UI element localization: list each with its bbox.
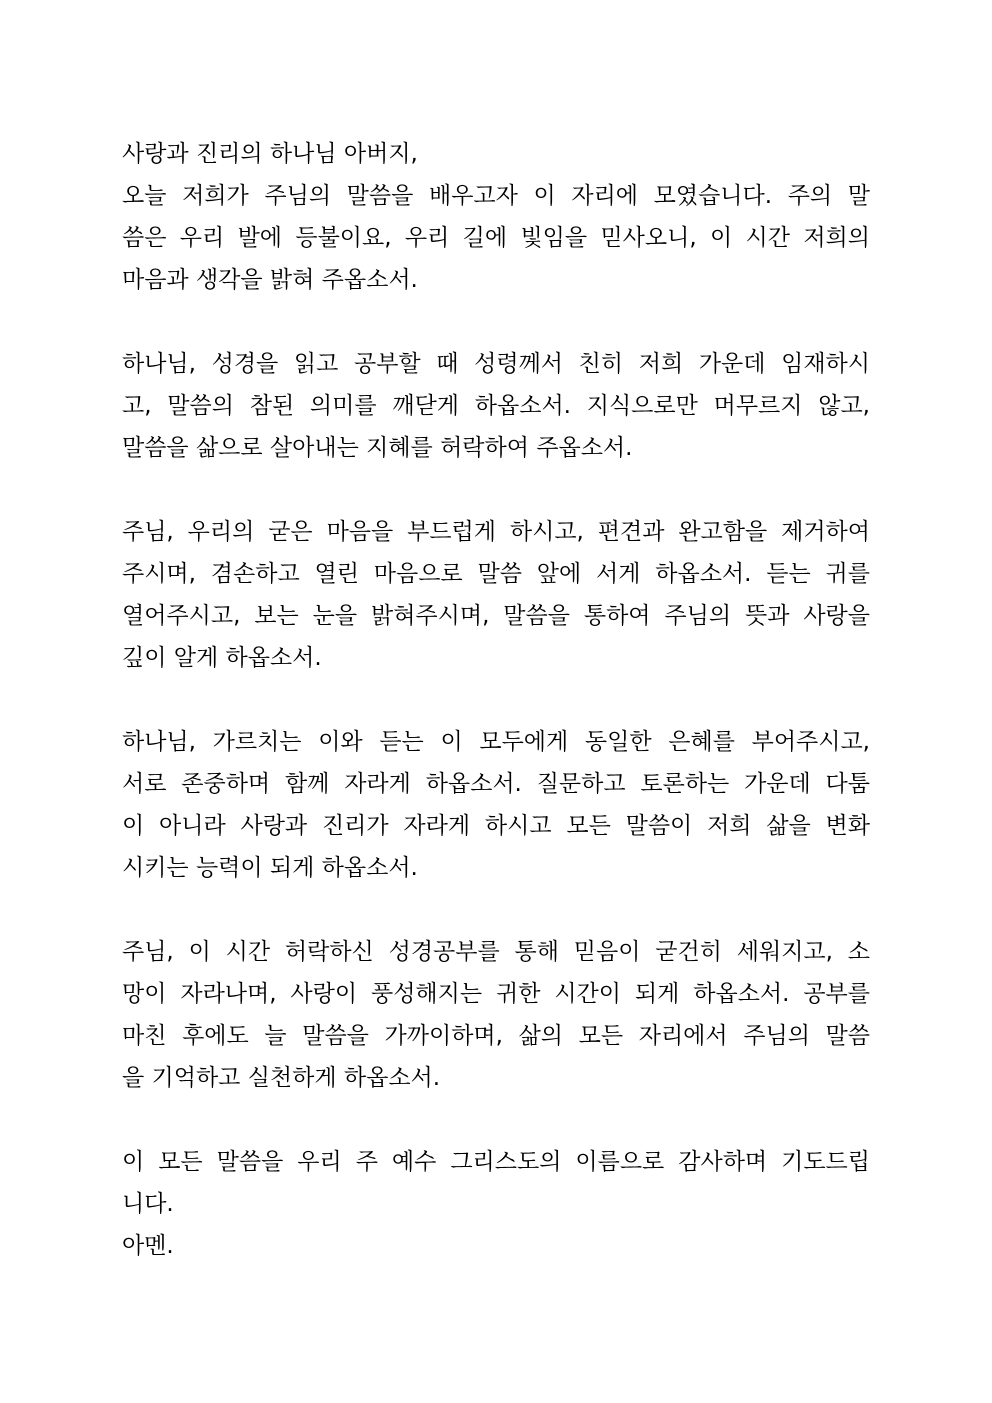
paragraph-opening xyxy=(122,133,870,301)
text-line: 이 모든 말씀을 우리 주 예수 그리스도의 이름으로 감사하며 기도드립 xyxy=(122,1149,870,1175)
text-line: 망이 자라나며, 사랑이 풍성해지는 귀한 시간이 되게 하옵소서. 공부를 xyxy=(122,981,870,1007)
text-line: 주님, 이 시간 허락하신 성경공부를 통해 믿음이 굳건히 세워지고, 소 xyxy=(122,939,870,965)
paragraph-3 xyxy=(122,511,870,679)
amen-line: 아멘. xyxy=(122,1233,174,1259)
paragraph-4 xyxy=(122,721,870,889)
paragraph-closing xyxy=(122,1141,870,1267)
text-line: 서로 존중하며 함께 자라게 하옵소서. 질문하고 토론하는 가운데 다툼 xyxy=(122,771,870,797)
text-line: 사랑과 진리의 하나님 아버지, xyxy=(122,141,418,167)
text-line: 오늘 저희가 주님의 말씀을 배우고자 이 자리에 모였습니다. 주의 말 xyxy=(122,183,870,209)
paragraph-2 xyxy=(122,343,870,469)
text-line: 이 아니라 사랑과 진리가 자라게 하시고 모든 말씀이 저희 삶을 변화 xyxy=(122,813,870,839)
paragraph-gap xyxy=(122,679,870,721)
prayer-text xyxy=(122,133,870,1267)
paragraph-gap xyxy=(122,889,870,931)
text-line: 고, 말씀의 참된 의미를 깨닫게 하옵소서. 지식으로만 머무르지 않고, xyxy=(122,393,870,419)
text-line: 주님, 우리의 굳은 마음을 부드럽게 하시고, 편견과 완고함을 제거하여 xyxy=(122,519,870,545)
text-line: 시키는 능력이 되게 하옵소서. xyxy=(122,855,418,881)
text-line: 마친 후에도 늘 말씀을 가까이하며, 삶의 모든 자리에서 주님의 말씀 xyxy=(122,1023,870,1049)
text-line: 을 기억하고 실천하게 하옵소서. xyxy=(122,1065,441,1091)
text-line: 하나님, 성경을 읽고 공부할 때 성령께서 친히 저희 가운데 임재하시 xyxy=(122,351,870,377)
text-line: 열어주시고, 보는 눈을 밝혀주시며, 말씀을 통하여 주님의 뜻과 사랑을 xyxy=(122,603,870,629)
text-line: 씀은 우리 발에 등불이요, 우리 길에 빛임을 믿사오니, 이 시간 저희의 xyxy=(122,225,870,251)
paragraph-gap xyxy=(122,301,870,343)
paragraph-gap xyxy=(122,469,870,511)
text-line: 깊이 알게 하옵소서. xyxy=(122,645,322,671)
text-line: 마음과 생각을 밝혀 주옵소서. xyxy=(122,267,418,293)
text-line: 하나님, 가르치는 이와 듣는 이 모두에게 동일한 은혜를 부어주시고, xyxy=(122,729,870,755)
text-line: 말씀을 삶으로 살아내는 지혜를 허락하여 주옵소서. xyxy=(122,435,633,461)
paragraph-gap xyxy=(122,1099,870,1141)
paragraph-5 xyxy=(122,931,870,1099)
text-line: 니다. xyxy=(122,1191,174,1217)
text-line: 주시며, 겸손하고 열린 마음으로 말씀 앞에 서게 하옵소서. 듣는 귀를 xyxy=(122,561,870,587)
